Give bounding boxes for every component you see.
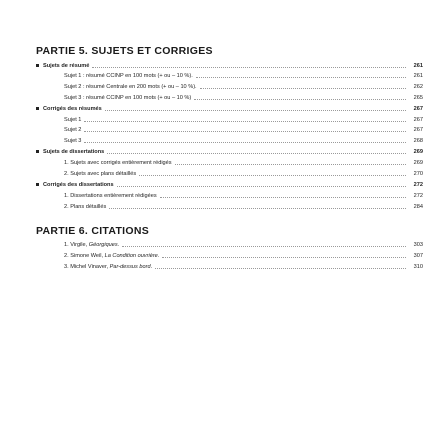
bullet-icon [36,183,39,186]
page-number: 268 [413,138,423,144]
part-5-title: PARTIE 5. SUJETS ET CORRIGES [36,45,213,57]
page-number: 307 [413,253,423,259]
toc-entry[interactable]: Sujet 2 267 [64,127,423,133]
toc-entry[interactable]: 1. Sujets avec corrigés entièrement rédigés 269 [64,160,423,166]
dot-leader [162,257,406,258]
page-number: 272 [413,193,423,199]
page-number: 269 [413,149,423,155]
page-number: 262 [413,84,423,90]
bullet-icon [36,107,39,110]
page-number: 303 [413,242,423,248]
bullet-icon [36,150,39,153]
dot-leader [200,88,406,89]
dot-leader [92,67,406,68]
toc-entry-sujets-resume[interactable]: Sujets de résumé 261 [43,63,423,69]
page-number: 284 [413,204,423,210]
dot-leader [196,77,406,78]
page-number: 270 [413,171,423,177]
toc-entry[interactable]: 2. Simone Weil, La Condition ouvrière. 307 [64,253,423,259]
bullet-icon [36,64,39,67]
toc-entry-sujets-dissertations[interactable]: Sujets de dissertations 269 [43,149,423,155]
dot-leader [117,186,406,187]
page-number: 269 [413,160,423,166]
page-number: 261 [413,63,423,69]
dot-leader [155,268,406,269]
page-number: 272 [413,182,423,188]
page-number: 267 [413,117,423,123]
dot-leader [109,208,406,209]
toc-entry[interactable]: Sujet 3 268 [64,138,423,144]
toc-entry[interactable]: 2. Plans détaillés 284 [64,204,423,210]
dot-leader [105,110,406,111]
part-6-title: PARTIE 6. CITATIONS [36,225,150,237]
page-number: 261 [413,73,423,79]
dot-leader [122,246,406,247]
dot-leader [84,131,406,132]
toc-entry[interactable]: 2. Sujets avec plans détaillés 270 [64,171,423,177]
page-number: 267 [413,127,423,133]
toc-entry[interactable]: Sujet 1 267 [64,117,423,123]
dot-leader [175,164,406,165]
toc-entry-corriges-resumes[interactable]: Corrigés des résumés 267 [43,106,423,112]
dot-leader [84,142,406,143]
page-number: 267 [413,106,423,112]
dot-leader [84,121,406,122]
dot-leader [160,197,406,198]
toc-entry-corriges-dissertations[interactable]: Corrigés des dissertations 272 [43,182,423,188]
toc-entry[interactable]: 1. Virgile, Géorgiques. 303 [64,242,423,248]
toc-entry[interactable]: Sujet 3 : résumé CCINP en 100 mots (+ ou – 10 %) 265 [64,95,423,101]
toc-entry[interactable]: Sujet 2 : résumé Centrale en 200 mots (+ ou – 10 %). 262 [64,84,423,90]
dot-leader [107,153,406,154]
page-number: 265 [413,95,423,101]
dot-leader [139,175,406,176]
toc-entry[interactable]: 3. Michel Vinaver, Par-dessus bord. 310 [64,264,423,270]
page-number: 310 [413,264,423,270]
toc-entry[interactable]: 1. Dissertations entièrement rédigées 272 [64,193,423,199]
dot-leader [194,99,406,100]
toc-entry[interactable]: Sujet 1 : résumé CCINP en 100 mots (+ ou – 10 %). 261 [64,73,423,79]
